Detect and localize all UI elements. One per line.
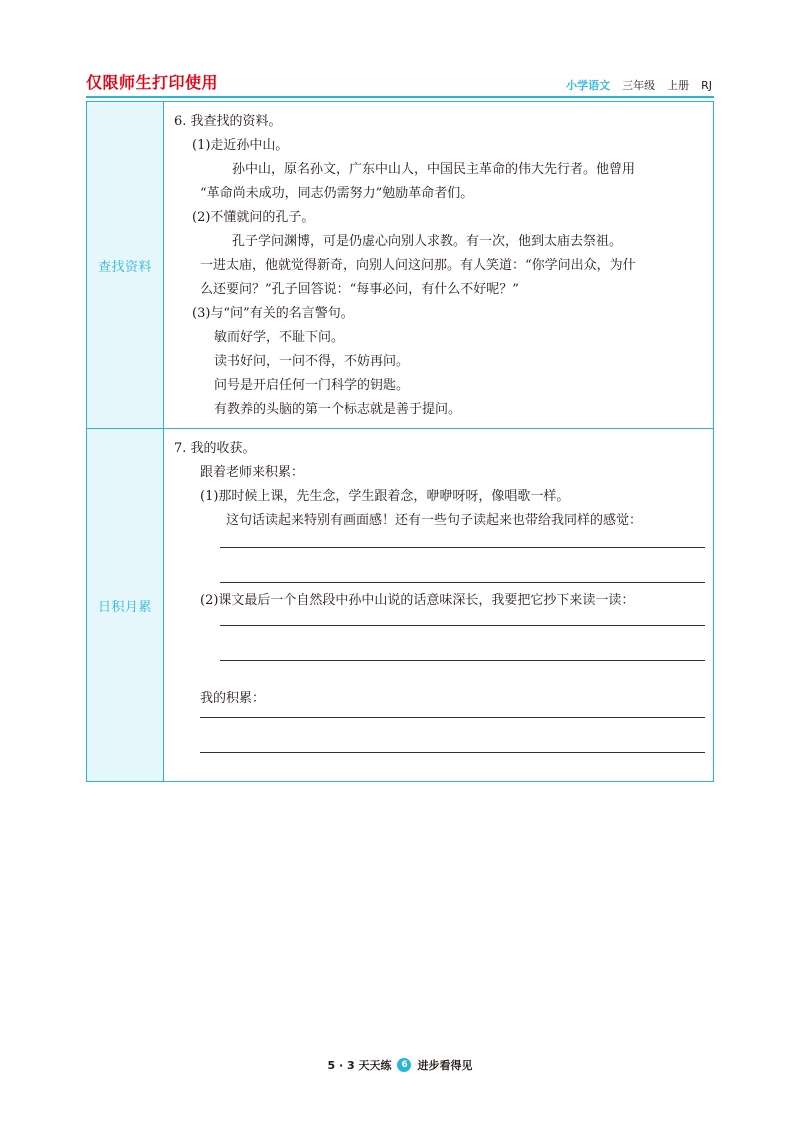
quote-item: 有教养的头脑的第一个标志就是善于提问。: [214, 402, 462, 417]
section-label-find-materials: 查找资料: [97, 259, 152, 275]
edition-label: RJ: [701, 79, 712, 92]
header-divider: [86, 96, 714, 98]
item-1-text-line: “革命尚未成功，同志仍需努力”勉励革命者们。: [200, 186, 474, 201]
watermark-title: 仅限师生打印使用: [86, 73, 219, 92]
section-label-cell: [87, 102, 164, 429]
item-2-title: (2)不懂就问的孔子。: [192, 210, 315, 225]
quote-item: 问号是开启任何一门科学的钥匙。: [214, 378, 410, 393]
volume-label: 上册: [667, 79, 690, 92]
header-meta: [566, 77, 712, 93]
question-7-title: 7. 我的收获。: [174, 441, 256, 456]
section-content-cell: [164, 102, 714, 429]
grade-label: 三年级: [622, 79, 656, 92]
section-label-daily-accumulation: 日积月累: [97, 599, 152, 615]
accumulation-item-1-prompt: 这句话读起来特别有画面感！还有一些句子读起来也带给我同样的感觉：: [226, 513, 643, 528]
section-daily-accumulation: [87, 429, 714, 782]
item-2-text-line: 孔子学问渊博，可是仍虚心向别人求教。有一次，他到太庙去祭祖。: [232, 234, 623, 249]
item-1-title: (1)走近孙中山。: [192, 138, 289, 153]
question-6-title: 6. 我查找的资料。: [174, 114, 282, 129]
worksheet-table: [86, 101, 714, 782]
my-accumulation-label: 我的积累：: [200, 691, 266, 706]
quote-item: 敏而好学，不耻下问。: [214, 330, 345, 345]
item-2-text-line: 一进太庙，他就觉得新奇，向别人问这问那。有人笑道：“你学问出众，为什: [200, 258, 636, 273]
footer-slogan: 进步看得见: [417, 1059, 473, 1072]
question-7-intro: 跟着老师来积累：: [200, 465, 305, 480]
accumulation-item-2-title: (2)课文最后一个自然段中孙中山说的话意味深长，我要把它抄下来读一读：: [200, 593, 635, 608]
accumulation-item-1-title: (1)那时候上课，先生念，学生跟着念，咿咿呀呀，像唱歌一样。: [200, 489, 570, 504]
quote-item: 读书好问，一问不得，不妨再问。: [214, 354, 410, 369]
section-label-cell: [87, 429, 164, 782]
page-number-badge: 6: [397, 1058, 411, 1072]
item-1-text-line: 孙中山，原名孙文，广东中山人，中国民主革命的伟大先行者。他曾用: [232, 162, 636, 177]
item-3-title: (3)与“问”有关的名言警句。: [192, 306, 354, 321]
footer-brand: 5 · 3 天天练: [327, 1059, 392, 1072]
subject-label: 小学语文: [566, 79, 611, 92]
section-content-cell: [164, 429, 714, 782]
item-2-text-line: 么还要问？”孔子回答说：“每事必问，有什么不好呢？”: [200, 282, 519, 297]
section-find-materials: [87, 102, 714, 429]
answer-line-6[interactable]: [200, 752, 705, 753]
page-footer: [0, 1057, 800, 1073]
